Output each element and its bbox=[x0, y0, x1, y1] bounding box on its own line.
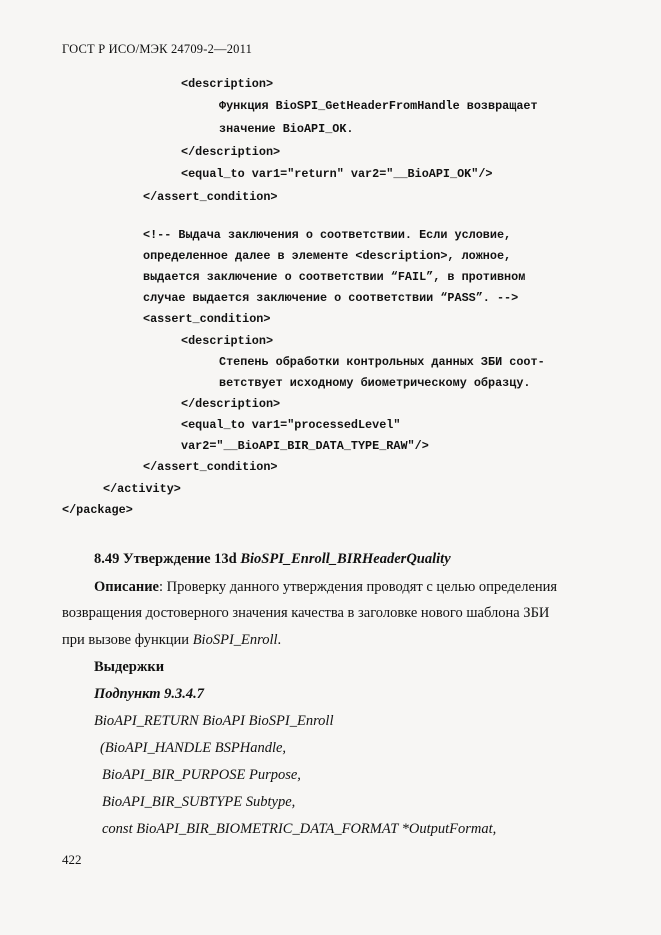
signature-line: BioAPI_BIR_PURPOSE Purpose, bbox=[102, 767, 301, 783]
description-line-1 bbox=[94, 579, 557, 596]
code-line: </assert_condition> bbox=[143, 190, 278, 204]
signature-line: (BioAPI_HANDLE BSPHandle, bbox=[100, 740, 287, 756]
page-number: 422 bbox=[62, 852, 82, 867]
code-line: </description> bbox=[181, 397, 281, 411]
code-line: <assert_condition> bbox=[143, 312, 271, 326]
description-text: при вызове функции bbox=[62, 632, 193, 648]
signature-line: BioAPI_RETURN BioAPI BioSPI_Enroll bbox=[94, 713, 334, 729]
code-line: </description> bbox=[181, 145, 281, 159]
code-line: значение BioAPI_OK. bbox=[219, 122, 354, 136]
code-line: <description> bbox=[181, 77, 274, 91]
code-line: <!-- Выдача заключения о соответствии. Если условие, bbox=[143, 228, 512, 242]
function-name: BioSPI_Enroll bbox=[192, 632, 278, 648]
code-line: <description> bbox=[181, 334, 274, 348]
code-line: выдается заключение о соответствии “FAIL”, в противном bbox=[143, 270, 526, 284]
subclause-label: Подпункт 9.3.4.7 bbox=[94, 686, 205, 702]
code-line: </activity> bbox=[103, 482, 181, 496]
code-line: ветствует исходному биометрическому образцу. bbox=[219, 376, 531, 390]
code-line: Функция BioSPI_GetHeaderFromHandle возвращает bbox=[219, 99, 538, 113]
code-line: var2="__BioAPI_BIR_DATA_TYPE_RAW"/> bbox=[181, 439, 429, 453]
description-text: : Проверку данного утверждения проводят с целью определения bbox=[159, 579, 558, 595]
description-line-3 bbox=[62, 632, 281, 649]
code-line: </assert_condition> bbox=[143, 460, 278, 474]
description-line-2: возвращения достоверного значения качества в заголовке нового шаблона ЗБИ bbox=[62, 605, 550, 621]
excerpts-label: Выдержки bbox=[94, 659, 165, 675]
code-line: Степень обработки контрольных данных ЗБИ соот- bbox=[219, 355, 545, 369]
document-header: ГОСТ Р ИСО/МЭК 24709-2—2011 bbox=[62, 42, 253, 56]
section-title-function: BioSPI_Enroll_BIRHeaderQuality bbox=[240, 551, 451, 567]
section-number: 8.49 bbox=[94, 551, 120, 567]
section-title-prefix: Утверждение 13d bbox=[123, 551, 237, 567]
signature-line: BioAPI_BIR_SUBTYPE Subtype, bbox=[102, 794, 296, 810]
signature-line: const BioAPI_BIR_BIOMETRIC_DATA_FORMAT *OutputFormat, bbox=[102, 821, 497, 837]
code-line: </package> bbox=[62, 503, 133, 517]
code-line: <equal_to var1="return" var2="__BioAPI_OK"/> bbox=[181, 167, 493, 181]
section-heading bbox=[94, 551, 451, 568]
description-label: Описание bbox=[94, 579, 159, 595]
description-text: . bbox=[277, 632, 282, 648]
code-line: случае выдается заключение о соответствии “PASS”. --> bbox=[143, 291, 519, 305]
code-line: определенное далее в элементе <description>, ложное, bbox=[143, 249, 512, 263]
code-line: <equal_to var1="processedLevel" bbox=[181, 418, 401, 432]
